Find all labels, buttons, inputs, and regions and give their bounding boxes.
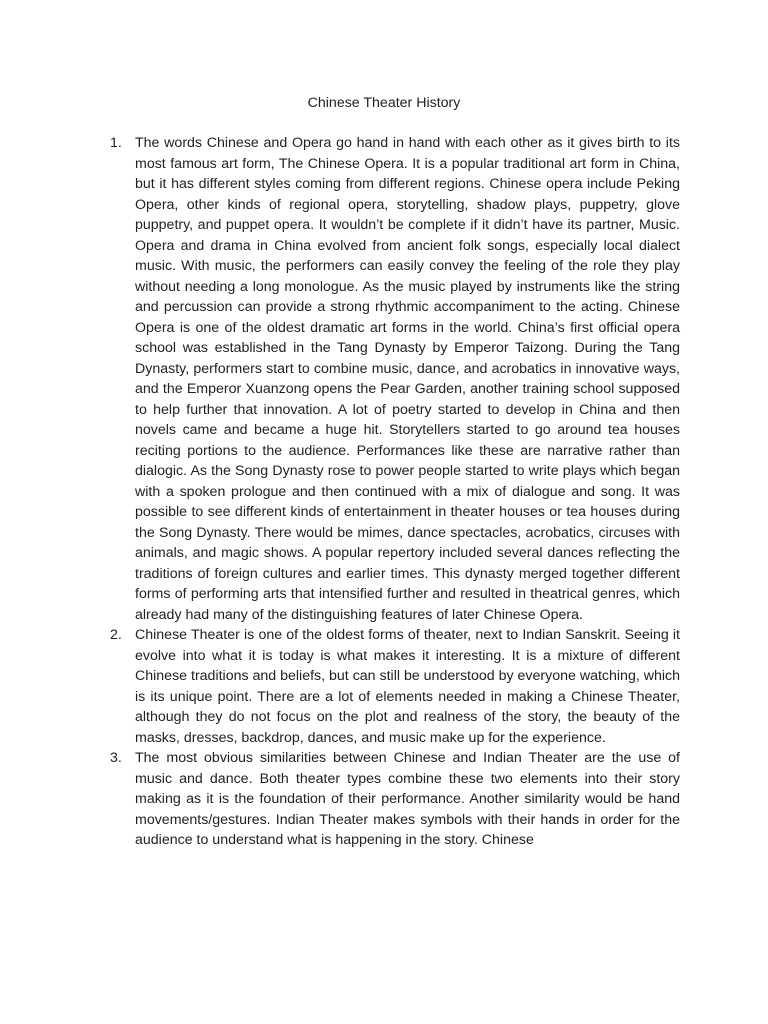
- document-title: Chinese Theater History: [307, 95, 461, 111]
- list-item: [110, 133, 680, 625]
- list-item-text: Chinese Theater is one of the oldest forms of theater, next to Indian Sanskrit. Seeing it evolve into what it is today is what makes it interesting. It is a mixture of different Chinese traditions and beliefs, but can still be understood by everyone watching, which is its unique point. There are a lot of elements needed in making a Chinese Theater, although they do not focus on the plot and realness of the story, the beauty of the masks, dresses, backdrop, dances, and music make up for the experience.: [135, 627, 680, 746]
- list-item-number: 1.: [110, 135, 122, 151]
- list-item: [110, 748, 680, 851]
- list-item-number: 2.: [110, 627, 122, 643]
- list-item-text: The words Chinese and Opera go hand in hand with each other as it gives birth to its most famous art form, The Chinese Opera. It is a popular traditional art form in China, but it has different styles coming from different regions. Chinese opera include Peking Opera, other kinds of regional opera, storytelling, shadow plays, puppetry, glove puppetry, and puppet opera. It wouldn’t be complete if it didn’t have its partner, Music. Opera and drama in China evolved from ancient folk songs, especially local dialect music. With music, the performers can easily convey the feeling of the role they play without needing a long monologue. As the music played by instruments like the string and percussion can provide a strong rhythmic accompaniment to the acting. Chinese Opera is one of the oldest dramatic art forms in the world. China’s first official opera school was established in the Tang Dynasty by Emperor Taizong. During the Tang Dynasty, performers start to combine music, dance, and acrobatics in innovative ways, and the Emperor Xuanzong opens the Pear Garden, another training school supposed to help further that innovation. A lot of poetry started to develop in China and then novels came and became a huge hit. Storytellers started to go around tea houses reciting portions to the audience. Performances like these are narrative rather than dialogic. As the Song Dynasty rose to power people started to write plays which began with a spoken prologue and then continued with a mix of dialogue and song. It was possible to see different kinds of entertainment in theater houses or tea houses during the Song Dynasty. There would be mimes, dance spectacles, acrobatics, circuses with animals, and magic shows. A popular repertory included several dances reflecting the traditions of foreign cultures and earlier times. This dynasty merged together different forms of performing arts that intensified further and resulted in theatrical genres, which already had many of the distinguishing features of later Chinese Opera.: [135, 135, 680, 623]
- list-item-number: 3.: [110, 750, 122, 766]
- list-item-text: The most obvious similarities between Chinese and Indian Theater are the use of music and dance. Both theater types combine these two elements into their story making as it is the foundation of their performance. Another similarity would be hand movements/gestures. Indian Theater makes symbols with their hands in order for the audience to understand what is happening in the story. Chinese: [135, 750, 680, 848]
- list-item: [110, 625, 680, 748]
- numbered-list: [110, 133, 680, 851]
